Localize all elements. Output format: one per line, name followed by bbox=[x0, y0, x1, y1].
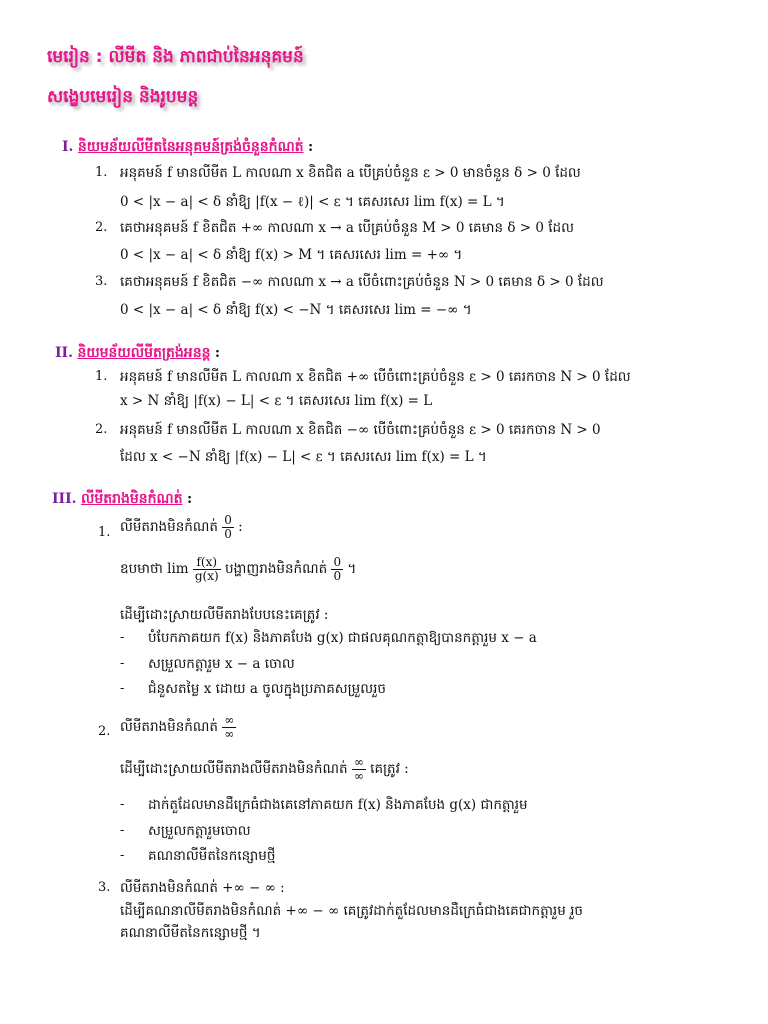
bullet-text: គណនាលីមីតនៃកន្សោមថ្មី bbox=[148, 848, 276, 864]
item-number: 2. bbox=[95, 220, 108, 235]
item-number: 1. bbox=[95, 369, 108, 384]
colon: : bbox=[308, 139, 314, 155]
bullet-text: សម្រួលកត្តារួមចោល bbox=[148, 823, 251, 839]
definition-line: អនុគមន៍ f មានលីមីត L កាលណា x ខិតជិត +∞ បើចំពោះគ្រប់ចំនួន ε > 0 គេរកចាន N > 0 ដែល bbox=[120, 369, 631, 385]
bullet-dash: - bbox=[120, 797, 125, 812]
subheading-text: លីមីតរាងមិនកំណត់ bbox=[120, 719, 218, 735]
subheading: លីមីតរាងមិនកំណត់ +∞ − ∞ : bbox=[120, 880, 285, 896]
subheading bbox=[120, 714, 236, 741]
subheading: លីមីតរាងមិនកំណត់ $\frac{0}{0}$ : bbox=[120, 513, 243, 541]
fraction-denominator: g(x) bbox=[194, 569, 219, 583]
fraction-numerator: ∞ bbox=[224, 713, 235, 727]
bullet-text: ជំនួសតម្លៃ x ដោយ a ចូលក្នុងប្រភាគសម្រួលរួច bbox=[148, 681, 386, 697]
item-number: 1. bbox=[95, 165, 108, 180]
section-title: លីមីតរាងមិនកំណត់ bbox=[80, 491, 183, 507]
definition-line: គេថាអនុគមន៍ f ខិតជិត −∞ កាលណា x → a បើចំពោះគ្រប់ចំនួន N > 0 គេមាន δ > 0 ដែល bbox=[120, 274, 604, 290]
item-number: 3. bbox=[95, 274, 108, 289]
definition-line: គេថាអនុគមន៍ f ខិតជិត +∞ កាលណា x → a បើគ្រប់ចំនួន M > 0 គេមាន δ > 0 ដែល bbox=[120, 220, 574, 236]
fraction-numerator: ∞ bbox=[353, 755, 364, 769]
fraction-numerator: f(x) bbox=[193, 556, 221, 570]
bullet-dash: - bbox=[120, 823, 125, 838]
definition-line: ដែល x < −N នាំឱ្យ |f(x) − L| < ε ។ គេសរសេរ lim f(x) = L ។ bbox=[120, 449, 487, 465]
section-number: II. bbox=[55, 345, 73, 361]
fraction-denominator: ∞ bbox=[353, 769, 364, 783]
definition-line: 0 < |x − a| < δ នាំឱ្យ f(x) < −N ។ គេសរសេរ lim = −∞ ។ bbox=[120, 302, 472, 318]
example-prefix: ឧបមាថា lim bbox=[120, 561, 189, 577]
bullet-text: បំបែកភាគយក f(x) និងភាគបែង g(x) ជាផលគុណកត្តាឱ្យបានកត្តារួម x − a bbox=[148, 630, 537, 646]
fraction-denominator: ∞ bbox=[224, 727, 235, 741]
bullet-dash: - bbox=[120, 656, 125, 671]
example-suffix: បង្ហាញរាងមិនកំណត់ bbox=[224, 561, 328, 577]
definition-line: x > N នាំឱ្យ |f(x) − L| < ε ។ គេសរសេរ lim f(x) = L bbox=[120, 393, 433, 409]
example-fraction bbox=[193, 556, 221, 583]
item-number: 3. bbox=[98, 880, 111, 895]
section-title: និយមន័យលីមីតនៃអនុគមន៍ត្រង់ចំនួនកំណត់ bbox=[77, 139, 304, 155]
definition-line: អនុគមន៍ f មានលីមីត L កាលណា x ខិតជិត a បើគ្រប់ចំនួន ε > 0 មានចំនួន δ > 0 ដែល bbox=[120, 165, 581, 181]
indeterminate-fraction bbox=[222, 714, 236, 741]
colon: : bbox=[186, 491, 193, 507]
bullet-dash: - bbox=[120, 681, 125, 696]
indeterminate-fraction bbox=[352, 756, 366, 783]
method-text: ដើម្បីដោះស្រាយលីមីតរាងលីមីតរាងមិនកំណត់ bbox=[120, 761, 348, 777]
fraction-numerator: 0 bbox=[333, 555, 342, 569]
subheading-text: លីមីតរាងមិនកំណត់ bbox=[120, 519, 218, 535]
section-heading-3 bbox=[52, 489, 192, 510]
indeterminate-fraction bbox=[222, 514, 234, 541]
colon: : bbox=[214, 345, 221, 361]
indeterminate-fraction bbox=[331, 556, 343, 583]
bullet-text: សម្រួលកត្តារួម x − a ចោល bbox=[148, 656, 295, 672]
definition-line: 0 < |x − a| < δ នាំឱ្យ f(x) > M ។ គេសរសេរ lim = +∞ ។ bbox=[120, 247, 463, 263]
section-number: III. bbox=[52, 491, 77, 507]
item-number: 2. bbox=[95, 422, 108, 437]
section-heading-1 bbox=[62, 137, 313, 158]
method-line: ដើម្បីគណនាលីមីតរាងមិនកំណត់ +∞ − ∞ គេត្រូវដាក់តួដែលមានដឺក្រេធំជាងគេជាកត្តារួម រួច bbox=[120, 903, 583, 919]
definition-line: អនុគមន៍ f មានលីមីត L កាលណា x ខិតជិត −∞ បើចំពោះគ្រប់ចំនួន ε > 0 គេរកចាន N > 0 bbox=[120, 422, 601, 438]
lesson-subtitle: សង្ខេបមេរៀន និងរូបមន្ត bbox=[47, 87, 199, 107]
method-line bbox=[120, 756, 409, 783]
method-line: គណនាលីមីតនៃកន្សោមថ្មី ។ bbox=[120, 925, 261, 941]
bullet-text: ដាក់តួដែលមានដឺក្រេធំជាងគេនៅភាគយក f(x) និងភាគបែង g(x) ជាកត្តារួម bbox=[148, 797, 528, 813]
fraction-denominator: 0 bbox=[224, 527, 232, 541]
bullet-dash: - bbox=[120, 848, 125, 863]
section-heading-2 bbox=[55, 343, 220, 364]
lesson-title: មេរៀន : លីមីត និង ភាពជាប់នៃអនុគមន៍ bbox=[47, 47, 304, 67]
item-number: 2. bbox=[98, 724, 111, 739]
method-line: ដើម្បីដោះស្រាយលីមីតរាងបែបនេះគេត្រូវ : bbox=[120, 607, 329, 623]
example-tail: ។ bbox=[347, 561, 357, 577]
method-tail: គេត្រូវ : bbox=[370, 761, 409, 777]
example-line bbox=[120, 556, 356, 583]
definition-line: 0 < |x − a| < δ នាំឱ្យ |f(x − ℓ)| < ε ។ គេសរសេរ lim f(x) = L ។ bbox=[120, 194, 505, 210]
section-title: និយមន័យលីមីតត្រង់អនន្ត bbox=[77, 345, 211, 361]
item-number: 1. bbox=[98, 525, 111, 540]
fraction-numerator: 0 bbox=[224, 513, 232, 527]
section-number: I. bbox=[62, 139, 74, 155]
bullet-dash: - bbox=[120, 630, 125, 645]
fraction-denominator: 0 bbox=[333, 569, 342, 583]
